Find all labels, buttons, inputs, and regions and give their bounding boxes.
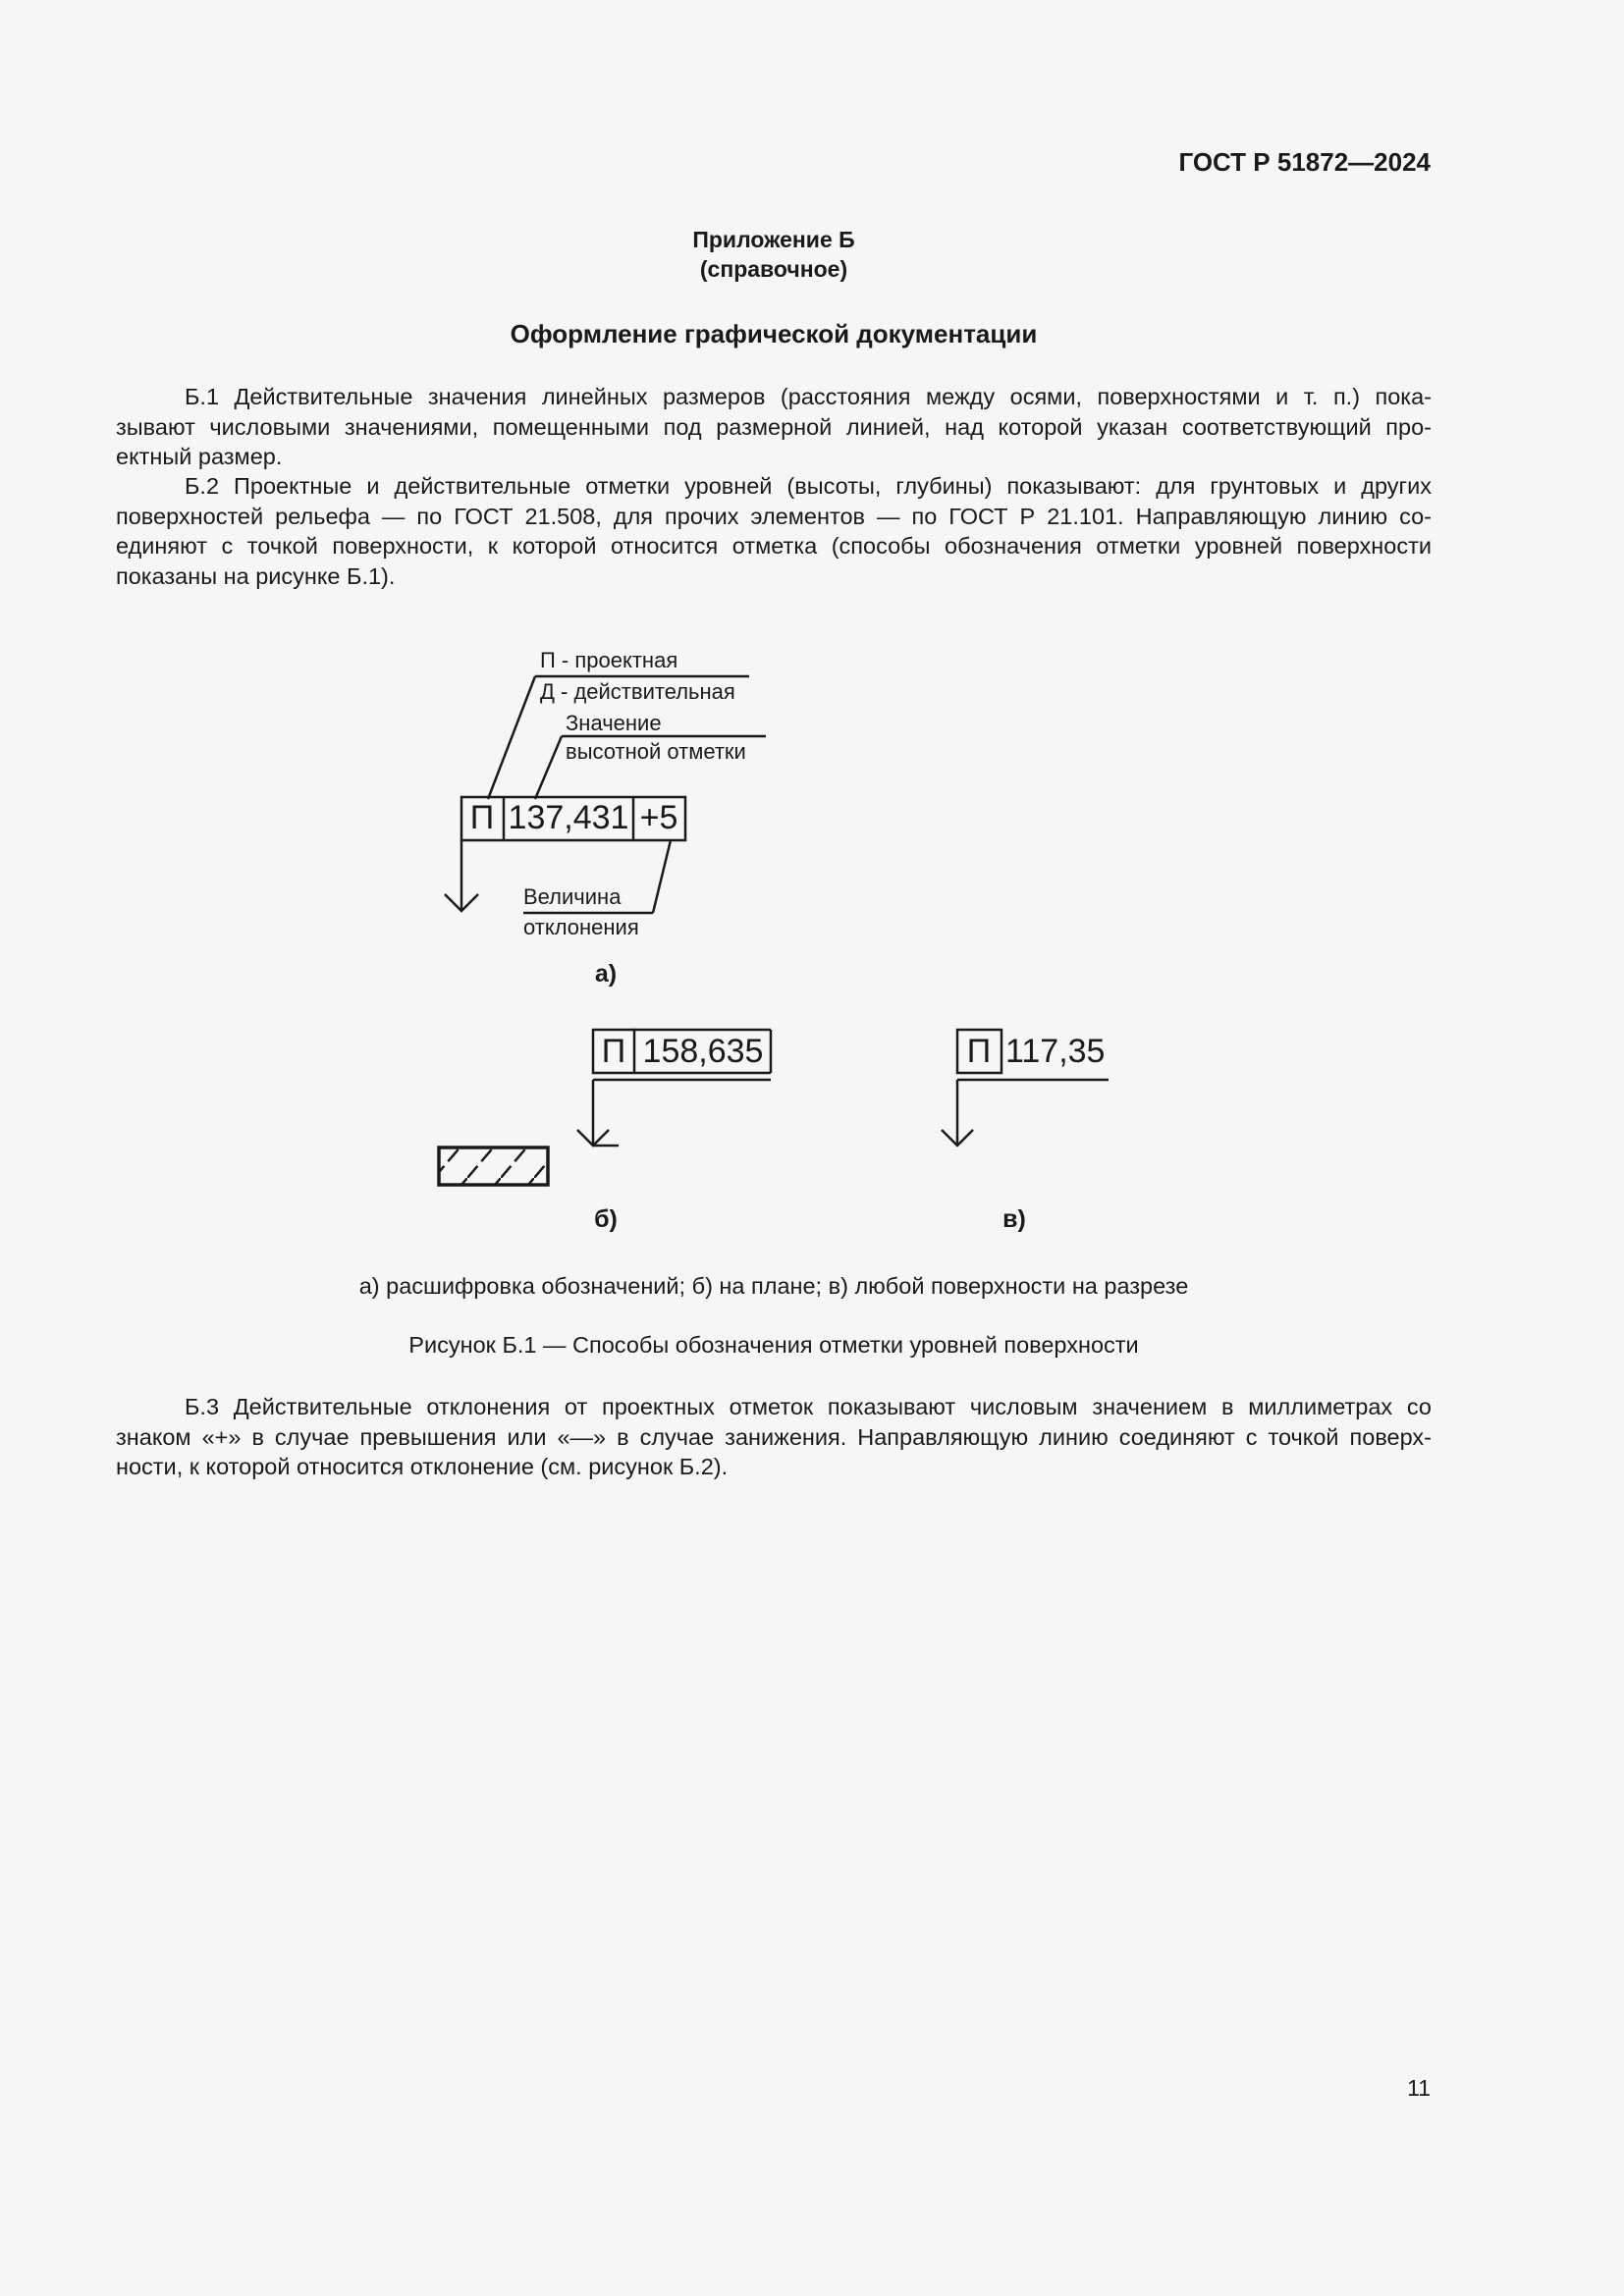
section-title: Оформление графической документации	[510, 319, 1038, 348]
annex-title: Приложение Б	[692, 227, 855, 252]
leader-line	[653, 840, 671, 913]
label-deviation-1: Величина	[523, 884, 622, 909]
paragraph-line: Б.1 Действительные значения линейных размеров (расстояния между осями, поверхностями и т. п.) пока-	[185, 384, 1432, 409]
paragraph-line: ектный размер.	[116, 444, 283, 469]
paragraph-line: Б.2 Проектные и действительные отметки уровней (высоты, глубины) показывают: для грунтовых и других	[185, 473, 1432, 499]
paragraph-line: поверхностей рельефа — по ГОСТ 21.508, для прочих элементов — по ГОСТ Р 21.101. Направляющую линию со-	[116, 503, 1432, 529]
paragraph-line: показаны на рисунке Б.1).	[116, 562, 396, 589]
caption-a: а)	[594, 960, 618, 988]
figure-title: Рисунок Б.1 — Способы обозначения отметки уровней поверхности	[408, 1332, 1139, 1358]
box-value: 137,431	[508, 799, 629, 836]
leader-line	[488, 676, 535, 799]
caption-b: б)	[594, 1205, 618, 1233]
paragraph-b3	[116, 1392, 1432, 1482]
document-code: ГОСТ Р 51872—2024	[1178, 147, 1431, 177]
figure-legend: а) расшифровка обозначений; б) на плане; в) любой поверхности на разрезе	[358, 1273, 1189, 1299]
label-designed: П - проектная	[540, 648, 678, 672]
box-value: 117,35	[1005, 1033, 1106, 1070]
label-value-2: высотной отметки	[566, 739, 746, 764]
box-letter: П	[469, 799, 495, 836]
caption-v: в)	[1002, 1205, 1026, 1233]
annex-subtitle: (справочное)	[699, 256, 848, 282]
paragraph-line: зывают числовыми значениями, помещенными под размерной линией, над которой указан соответствующий про-	[116, 413, 1432, 440]
leader-line	[535, 736, 562, 799]
label-value-1: Значение	[566, 711, 662, 735]
box-value: 158,635	[642, 1033, 764, 1070]
box-deviation: +5	[639, 799, 678, 836]
hatched-surface-icon	[439, 1148, 548, 1185]
label-deviation-2: отклонения	[523, 915, 639, 939]
box-letter: П	[601, 1033, 626, 1070]
label-actual: Д - действительная	[540, 679, 735, 704]
page-number: 11	[1407, 2075, 1431, 2101]
paragraph-line: ности, к которой относится отклонение (см. рисунок Б.2).	[116, 1454, 729, 1479]
paragraph-line: Б.3 Действительные отклонения от проектных отметок показывают числовым значением в миллиметрах со	[185, 1394, 1432, 1419]
paragraph-line: знаком «+» в случае превышения или «—» в случае занижения. Направляющую линию соединяют с точкой поверх-	[116, 1423, 1432, 1450]
paragraph-line: единяют с точкой поверхности, к которой относится отметка (способы обозначения отметки уровней поверхности	[116, 533, 1432, 559]
box-letter: П	[966, 1033, 992, 1070]
